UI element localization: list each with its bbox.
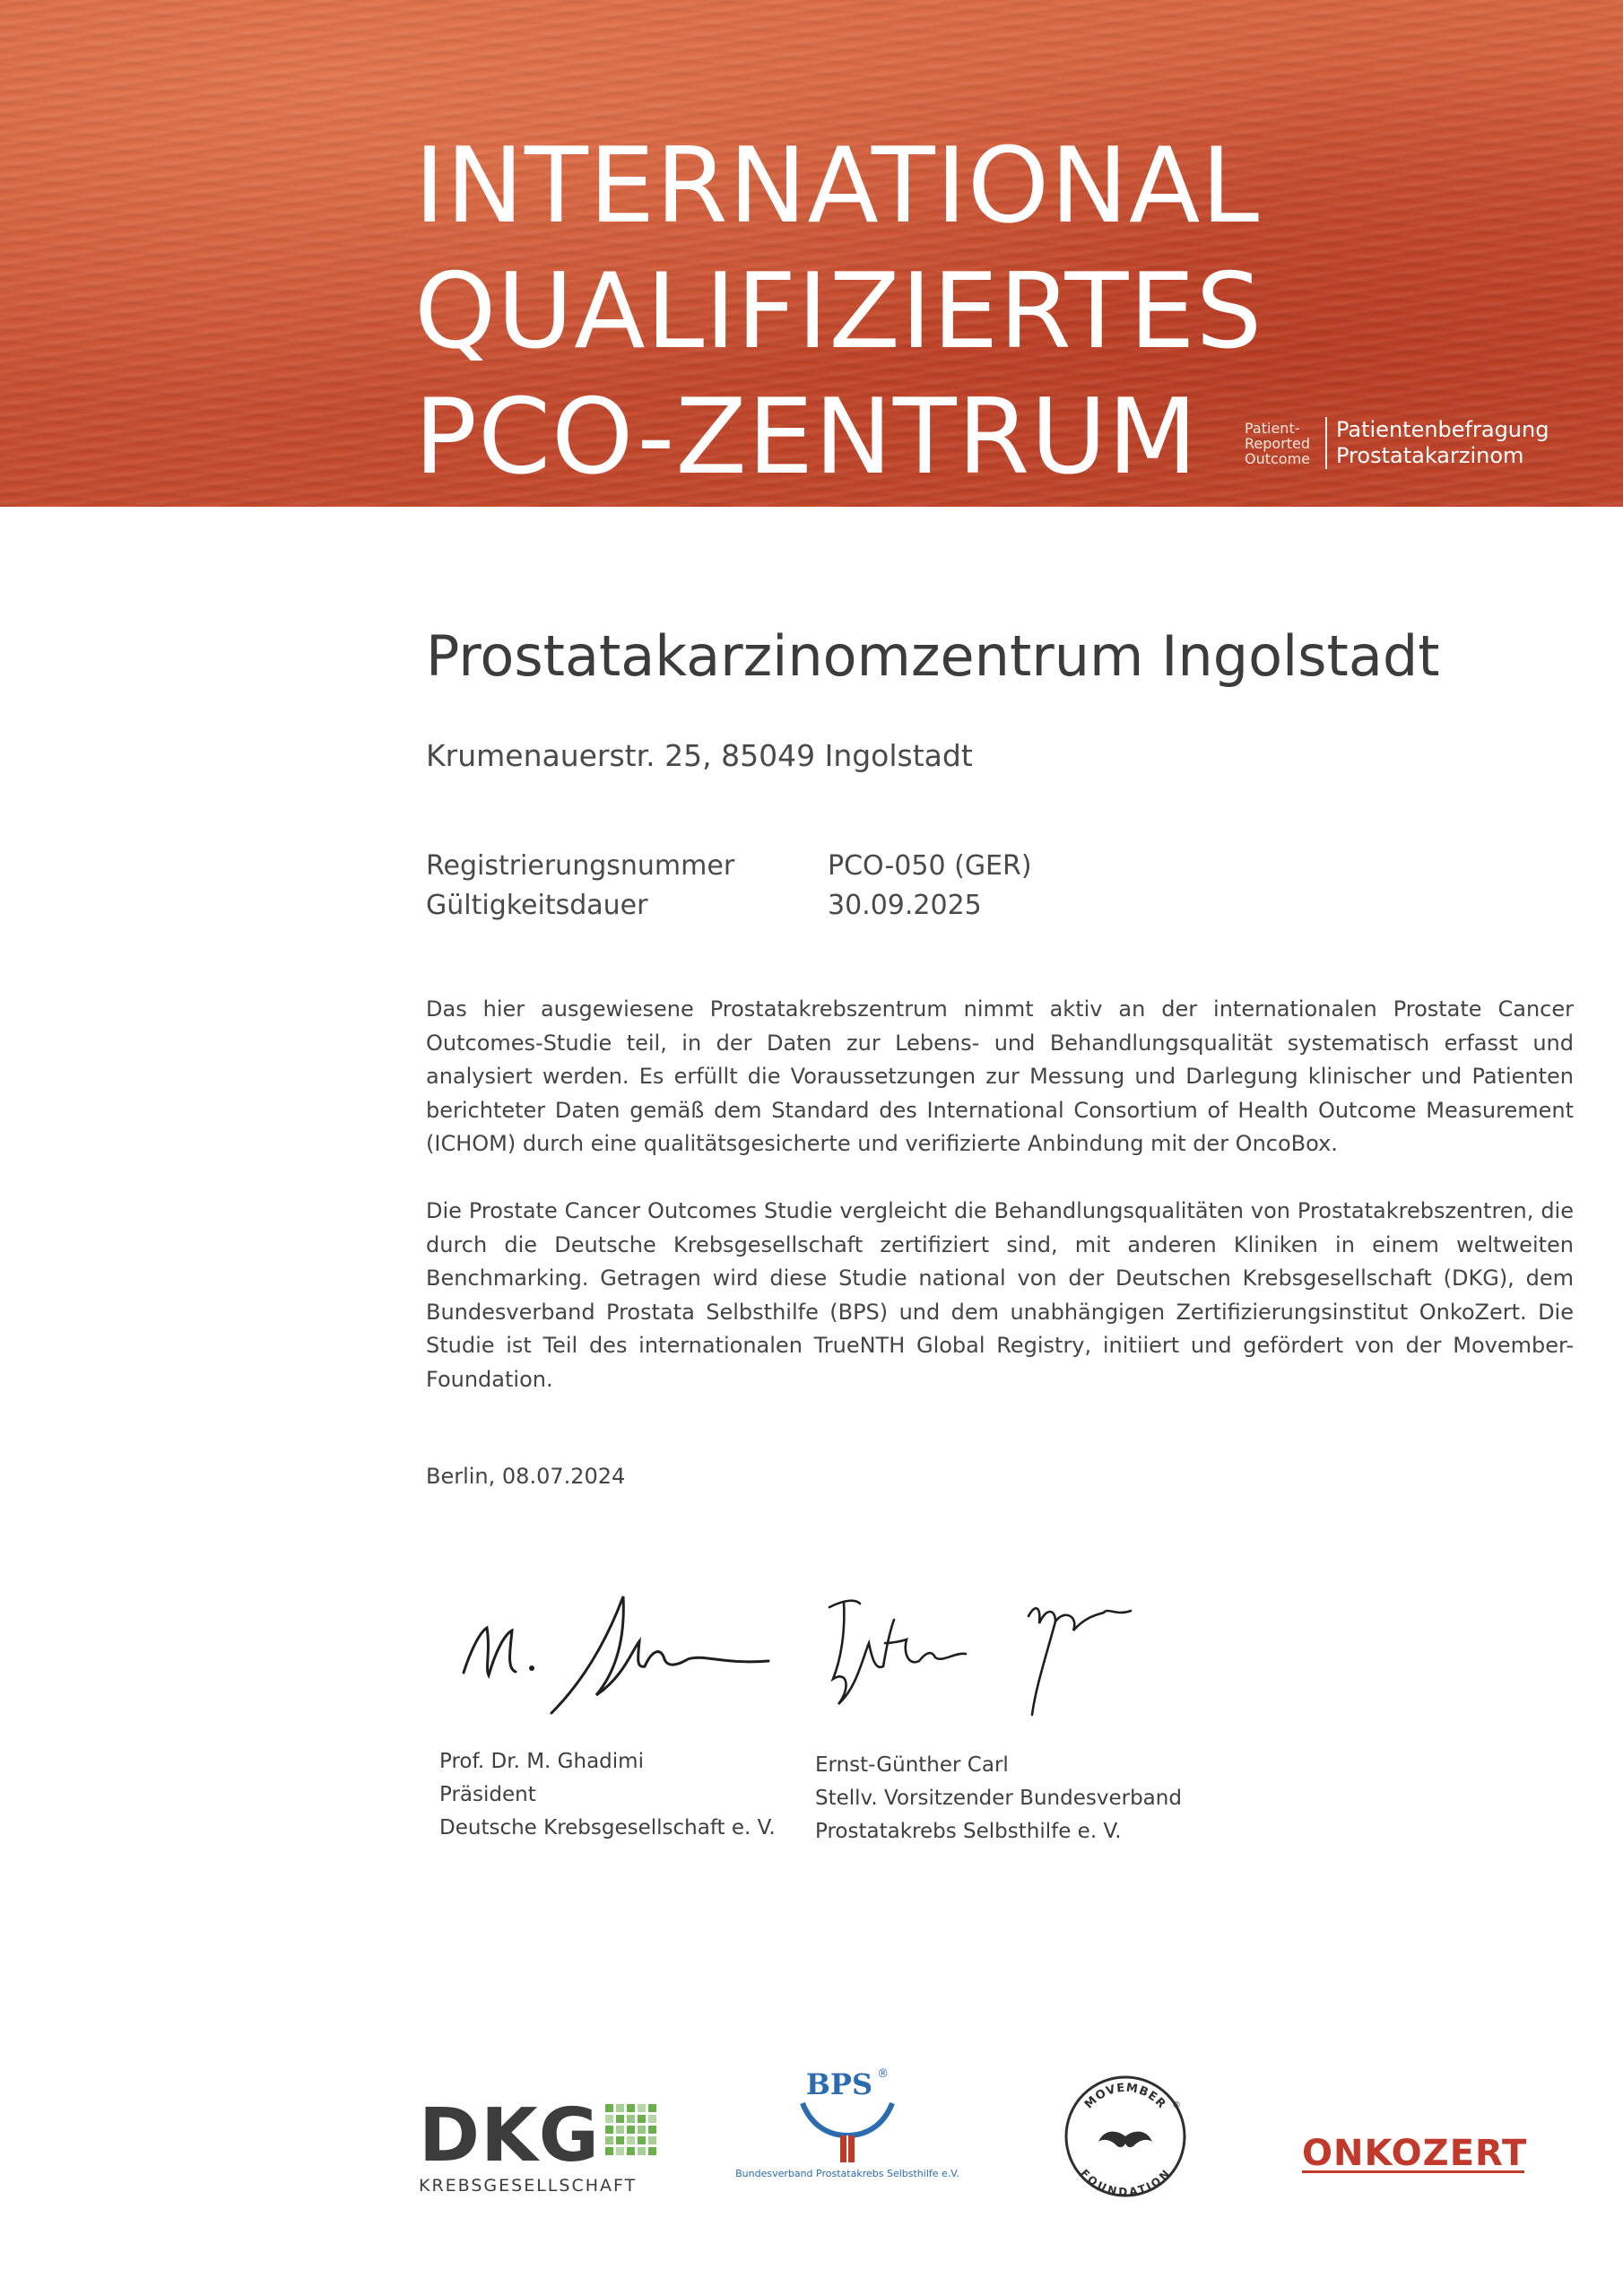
- bps-registered-mark: ®: [877, 2067, 890, 2081]
- registration-label: Registrierungsnummer: [426, 850, 735, 882]
- validity-label: Gültigkeitsdauer: [426, 890, 648, 921]
- signature-carl: [820, 1580, 1161, 1724]
- pro-large-line-2: Prostatakarzinom: [1336, 443, 1524, 468]
- title-line-2: QUALIFIZIERTES: [414, 251, 1263, 372]
- title-line-1: INTERNATIONAL: [414, 126, 1260, 247]
- signer-2: [815, 1749, 1182, 1848]
- movember-logo: [1063, 2074, 1188, 2203]
- registration-row: [426, 850, 1032, 882]
- title-line-3: PCO-ZENTRUM: [414, 377, 1199, 498]
- registration-value: PCO-050 (GER): [828, 850, 1032, 882]
- body-paragraph-2: Die Prostate Cancer Outcomes Studie vergleicht die Behandlungsqualitäten von Prostatakrebszentren, die durch die Deutsche Krebsgesellschaft zertifiziert sind, mit anderen Kliniken in einem weltweiten Benchmarking. Getragen wird diese Studie national von der Deutschen Krebsgesellschaft (DKG), dem Bundesverband Prostata Selbsthilfe (BPS) und dem unabhängigen Zertifizierungsinstitut OnkoZert. Die Studie ist Teil des internationalen TrueNTH Global Registry, initiiert und gefördert von der Movember-Foundation.: [426, 1198, 1574, 1392]
- bps-logo: [726, 2067, 968, 2179]
- validity-value: 30.09.2025: [828, 890, 982, 921]
- onkozert-logo-text: ONKOZERT: [1302, 2133, 1528, 2174]
- bps-emblem-icon: [794, 2100, 901, 2164]
- pro-badge-small-text: [1245, 421, 1320, 466]
- bps-logo-subtitle: Bundesverband Prostatakrebs Selbsthilfe e.V.: [735, 2168, 959, 2179]
- signer-2-org: Prostatakrebs Selbsthilfe e. V.: [815, 1820, 1122, 1843]
- validity-row: [426, 890, 982, 921]
- signer-2-name: Ernst-Günther Carl: [815, 1753, 1009, 1777]
- signer-1-role: Präsident: [439, 1783, 536, 1806]
- pro-small-line-3: Outcome: [1245, 449, 1311, 467]
- center-name: Prostatakarzinomzentrum Ingolstadt: [426, 623, 1440, 689]
- movember-top-text: MOVEMBER: [1081, 2081, 1169, 2112]
- dkg-logo-subtitle: KREBSGESELLSCHAFT: [419, 2176, 638, 2196]
- pro-badge-large-text: [1336, 417, 1549, 469]
- movember-bottom-text: FOUNDATION: [1078, 2167, 1173, 2199]
- movember-foundation-icon: [1063, 2074, 1188, 2199]
- header-banner: [0, 0, 1623, 507]
- dkg-logo: [419, 2093, 668, 2196]
- center-address: Krumenauerstr. 25, 85049 Ingolstadt: [426, 738, 973, 773]
- signer-1-name: Prof. Dr. M. Ghadimi: [439, 1750, 644, 1773]
- movember-registered-mark: ®: [1172, 2100, 1181, 2110]
- bps-logo-text: BPS: [805, 2067, 873, 2101]
- pro-small-line-1: Patient-: [1245, 419, 1300, 437]
- signer-1-org: Deutsche Krebsgesellschaft e. V.: [439, 1816, 776, 1839]
- body-paragraph-1: Das hier ausgewiesene Prostatakrebszentrum nimmt aktiv an der internationalen Prostate Cancer Outcomes-Studie teil, in der Daten zur Lebens- und Behandlungsqualität systematisch erfasst und analysiert werden. Es erfüllt die Voraussetzungen zur Messung und Darlegung klinischer und Patienten berichteter Daten gemäß dem Standard des International Consortium of Health Outcome Measurement (ICHOM) durch eine qualitätsgesicherte und verifizierte Anbindung mit der OncoBox.: [426, 996, 1574, 1156]
- signer-1: [439, 1745, 776, 1845]
- dkg-logo-text: DKG: [419, 2093, 600, 2179]
- certificate-title: [414, 124, 1263, 500]
- dkg-dot-grid-icon: [605, 2104, 668, 2167]
- signer-2-role: Stellv. Vorsitzender Bundesverband: [815, 1787, 1182, 1810]
- pro-badge-divider: [1325, 417, 1327, 469]
- place-date: Berlin, 08.07.2024: [426, 1464, 626, 1489]
- onkozert-logo: [1302, 2133, 1527, 2173]
- pro-badge: [1245, 414, 1549, 472]
- pro-small-line-2: Reported: [1245, 434, 1311, 452]
- signature-ghadimi: [453, 1578, 785, 1722]
- pro-large-line-1: Patientenbefragung: [1336, 417, 1549, 442]
